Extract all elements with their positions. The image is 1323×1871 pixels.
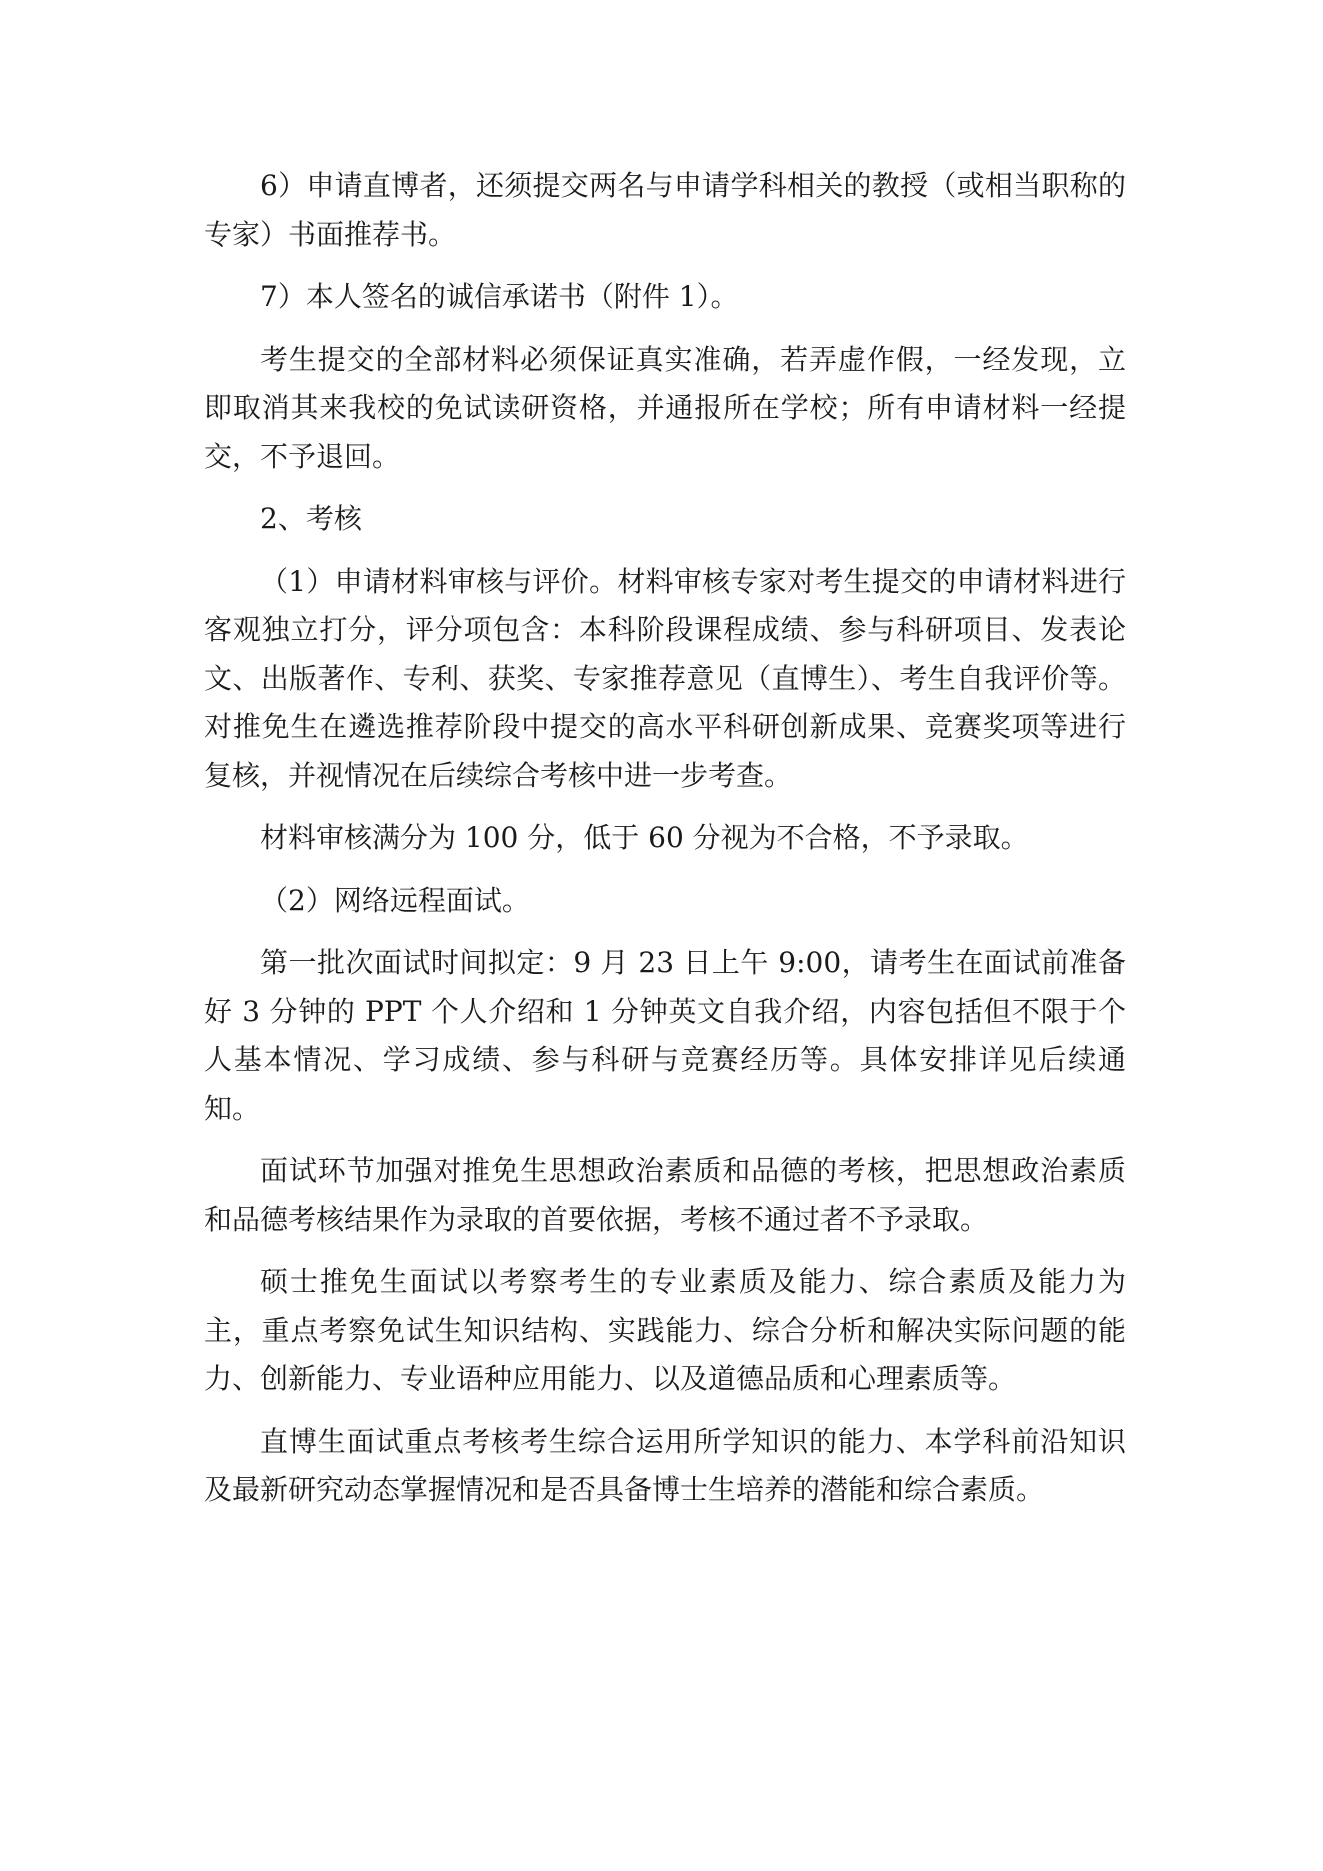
paragraph-master-interview: 硕士推免生面试以考察考生的专业素质及能力、综合素质及能力为主，重点考察免试生知识结构、实践能力、综合分析和解决实际问题的能力、创新能力、专业语种应用能力、以及道德品质和心理素质等。 (204, 1265, 1126, 1395)
document-body (204, 162, 1126, 1529)
section-heading-assessment: 2、考核 (260, 502, 362, 535)
paragraph-review-score: 材料审核满分为 100 分，低于 60 分视为不合格，不予录取。 (260, 821, 1029, 854)
paragraph-political-assessment: 面试环节加强对推免生思想政治素质和品德的考核，把思想政治素质和品德考核结果作为录取的首要依据，考核不通过者不予录取。 (204, 1154, 1126, 1236)
paragraph-item-6: 6）申请直博者，还须提交两名与申请学科相关的教授（或相当职称的专家）书面推荐书。 (204, 169, 1126, 251)
paragraph-remote-interview-heading: （2）网络远程面试。 (260, 883, 530, 917)
paragraph-integrity-note: 考生提交的全部材料必须保证真实准确，若弄虚作假，一经发现，立即取消其来我校的免试读研资格，并通报所在学校；所有申请材料一经提交，不予退回。 (204, 342, 1126, 473)
paragraph-item-7: 7）本人签名的诚信承诺书（附件 1）。 (260, 280, 739, 313)
paragraph-material-review: （1）申请材料审核与评价。材料审核专家对考生提交的申请材料进行客观独立打分，评分项包含：本科阶段课程成绩、参与科研项目、发表论文、出版著作、专利、获奖、专家推荐意见（直博生）、考生自我评价等。对推免生在遴选推荐阶段中提交的高水平科研创新成果、竞赛奖项等进行复核，并视情况在后续综合考核中进一步考查。 (204, 564, 1126, 792)
paragraph-phd-interview: 直博生面试重点考核考生综合运用所学知识的能力、本学科前沿知识及最新研究动态掌握情况和是否具备博士生培养的潜能和综合素质。 (204, 1424, 1126, 1506)
paragraph-interview-time: 第一批次面试时间拟定：9 月 23 日上午 9:00，请考生在面试前准备好 3 分钟的 PPT 个人介绍和 1 分钟英文自我介绍，内容包括但不限于个人基本情况、学习成绩、参与科研与竞赛经历等。具体安排详见后续通知。 (204, 946, 1126, 1125)
